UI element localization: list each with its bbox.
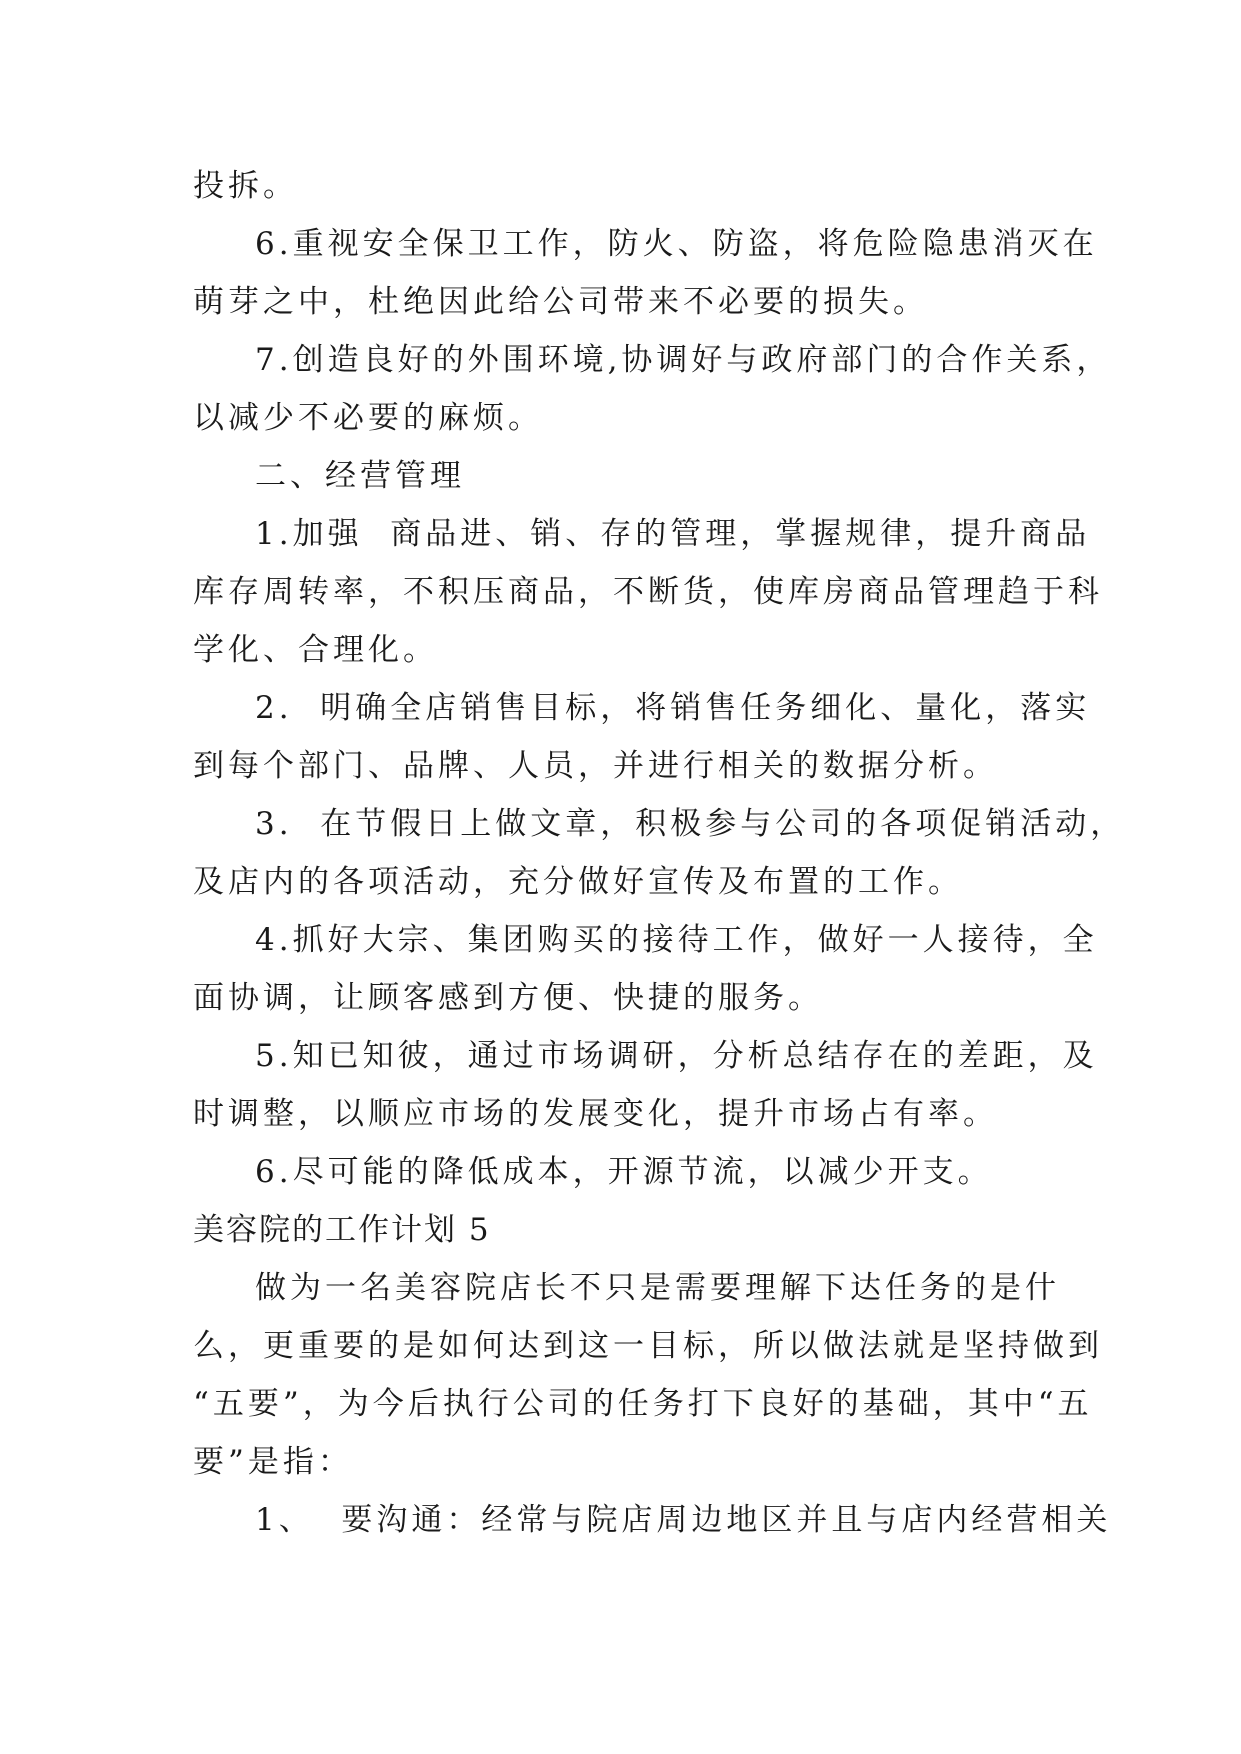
text-line: 投拆。 — [193, 168, 298, 204]
text-line: 1.加强 商品进、销、存的管理，掌握规律，提升商品 — [255, 516, 1091, 552]
text-line: 7.创造良好的外围环境,协调好与政府部门的合作关系， — [255, 342, 1112, 378]
text-line: 6.重视安全保卫工作，防火、防盗，将危险隐患消灭在 — [255, 226, 1098, 262]
text-line: 3. 在节假日上做文章，积极参与公司的各项促销活动， — [255, 806, 1126, 842]
text-line: 5.知已知彼，通过市场调研，分析总结存在的差距，及 — [255, 1038, 1098, 1074]
text-line: 1、 要沟通：经常与院店周边地区并且与店内经营相关 — [255, 1502, 1112, 1538]
text-line: 学化、合理化。 — [193, 632, 438, 668]
text-line: 到每个部门、品牌、人员，并进行相关的数据分析。 — [193, 748, 998, 784]
text-line: 萌芽之中，杜绝因此给公司带来不必要的损失。 — [193, 284, 928, 320]
section-heading: 二、经营管理 — [255, 458, 465, 494]
text-line: 4.抓好大宗、集团购买的接待工作，做好一人接待，全 — [255, 922, 1098, 958]
text-line: 时调整，以顺应市场的发展变化，提升市场占有率。 — [193, 1096, 998, 1132]
text-line: 库存周转率，不积压商品，不断货，使库房商品管理趋于科 — [193, 574, 1103, 610]
text-line: 2. 明确全店销售目标，将销售任务细化、量化，落实 — [255, 690, 1091, 726]
text-line: 6.尽可能的降低成本，开源节流，以减少开支。 — [255, 1154, 993, 1190]
text-line: 么，更重要的是如何达到这一目标，所以做法就是坚持做到 — [193, 1328, 1103, 1364]
text-line: “五要”，为今后执行公司的任务打下良好的基础，其中“五 — [193, 1386, 1093, 1422]
text-line: 做为一名美容院店长不只是需要理解下达任务的是什 — [255, 1270, 1060, 1306]
text-line: 要”是指： — [193, 1444, 353, 1480]
section-title: 美容院的工作计划 5 — [193, 1212, 491, 1248]
text-line: 及店内的各项活动，充分做好宣传及布置的工作。 — [193, 864, 963, 900]
text-line: 面协调，让顾客感到方便、快捷的服务。 — [193, 980, 823, 1016]
text-line: 以减少不必要的麻烦。 — [193, 400, 543, 436]
